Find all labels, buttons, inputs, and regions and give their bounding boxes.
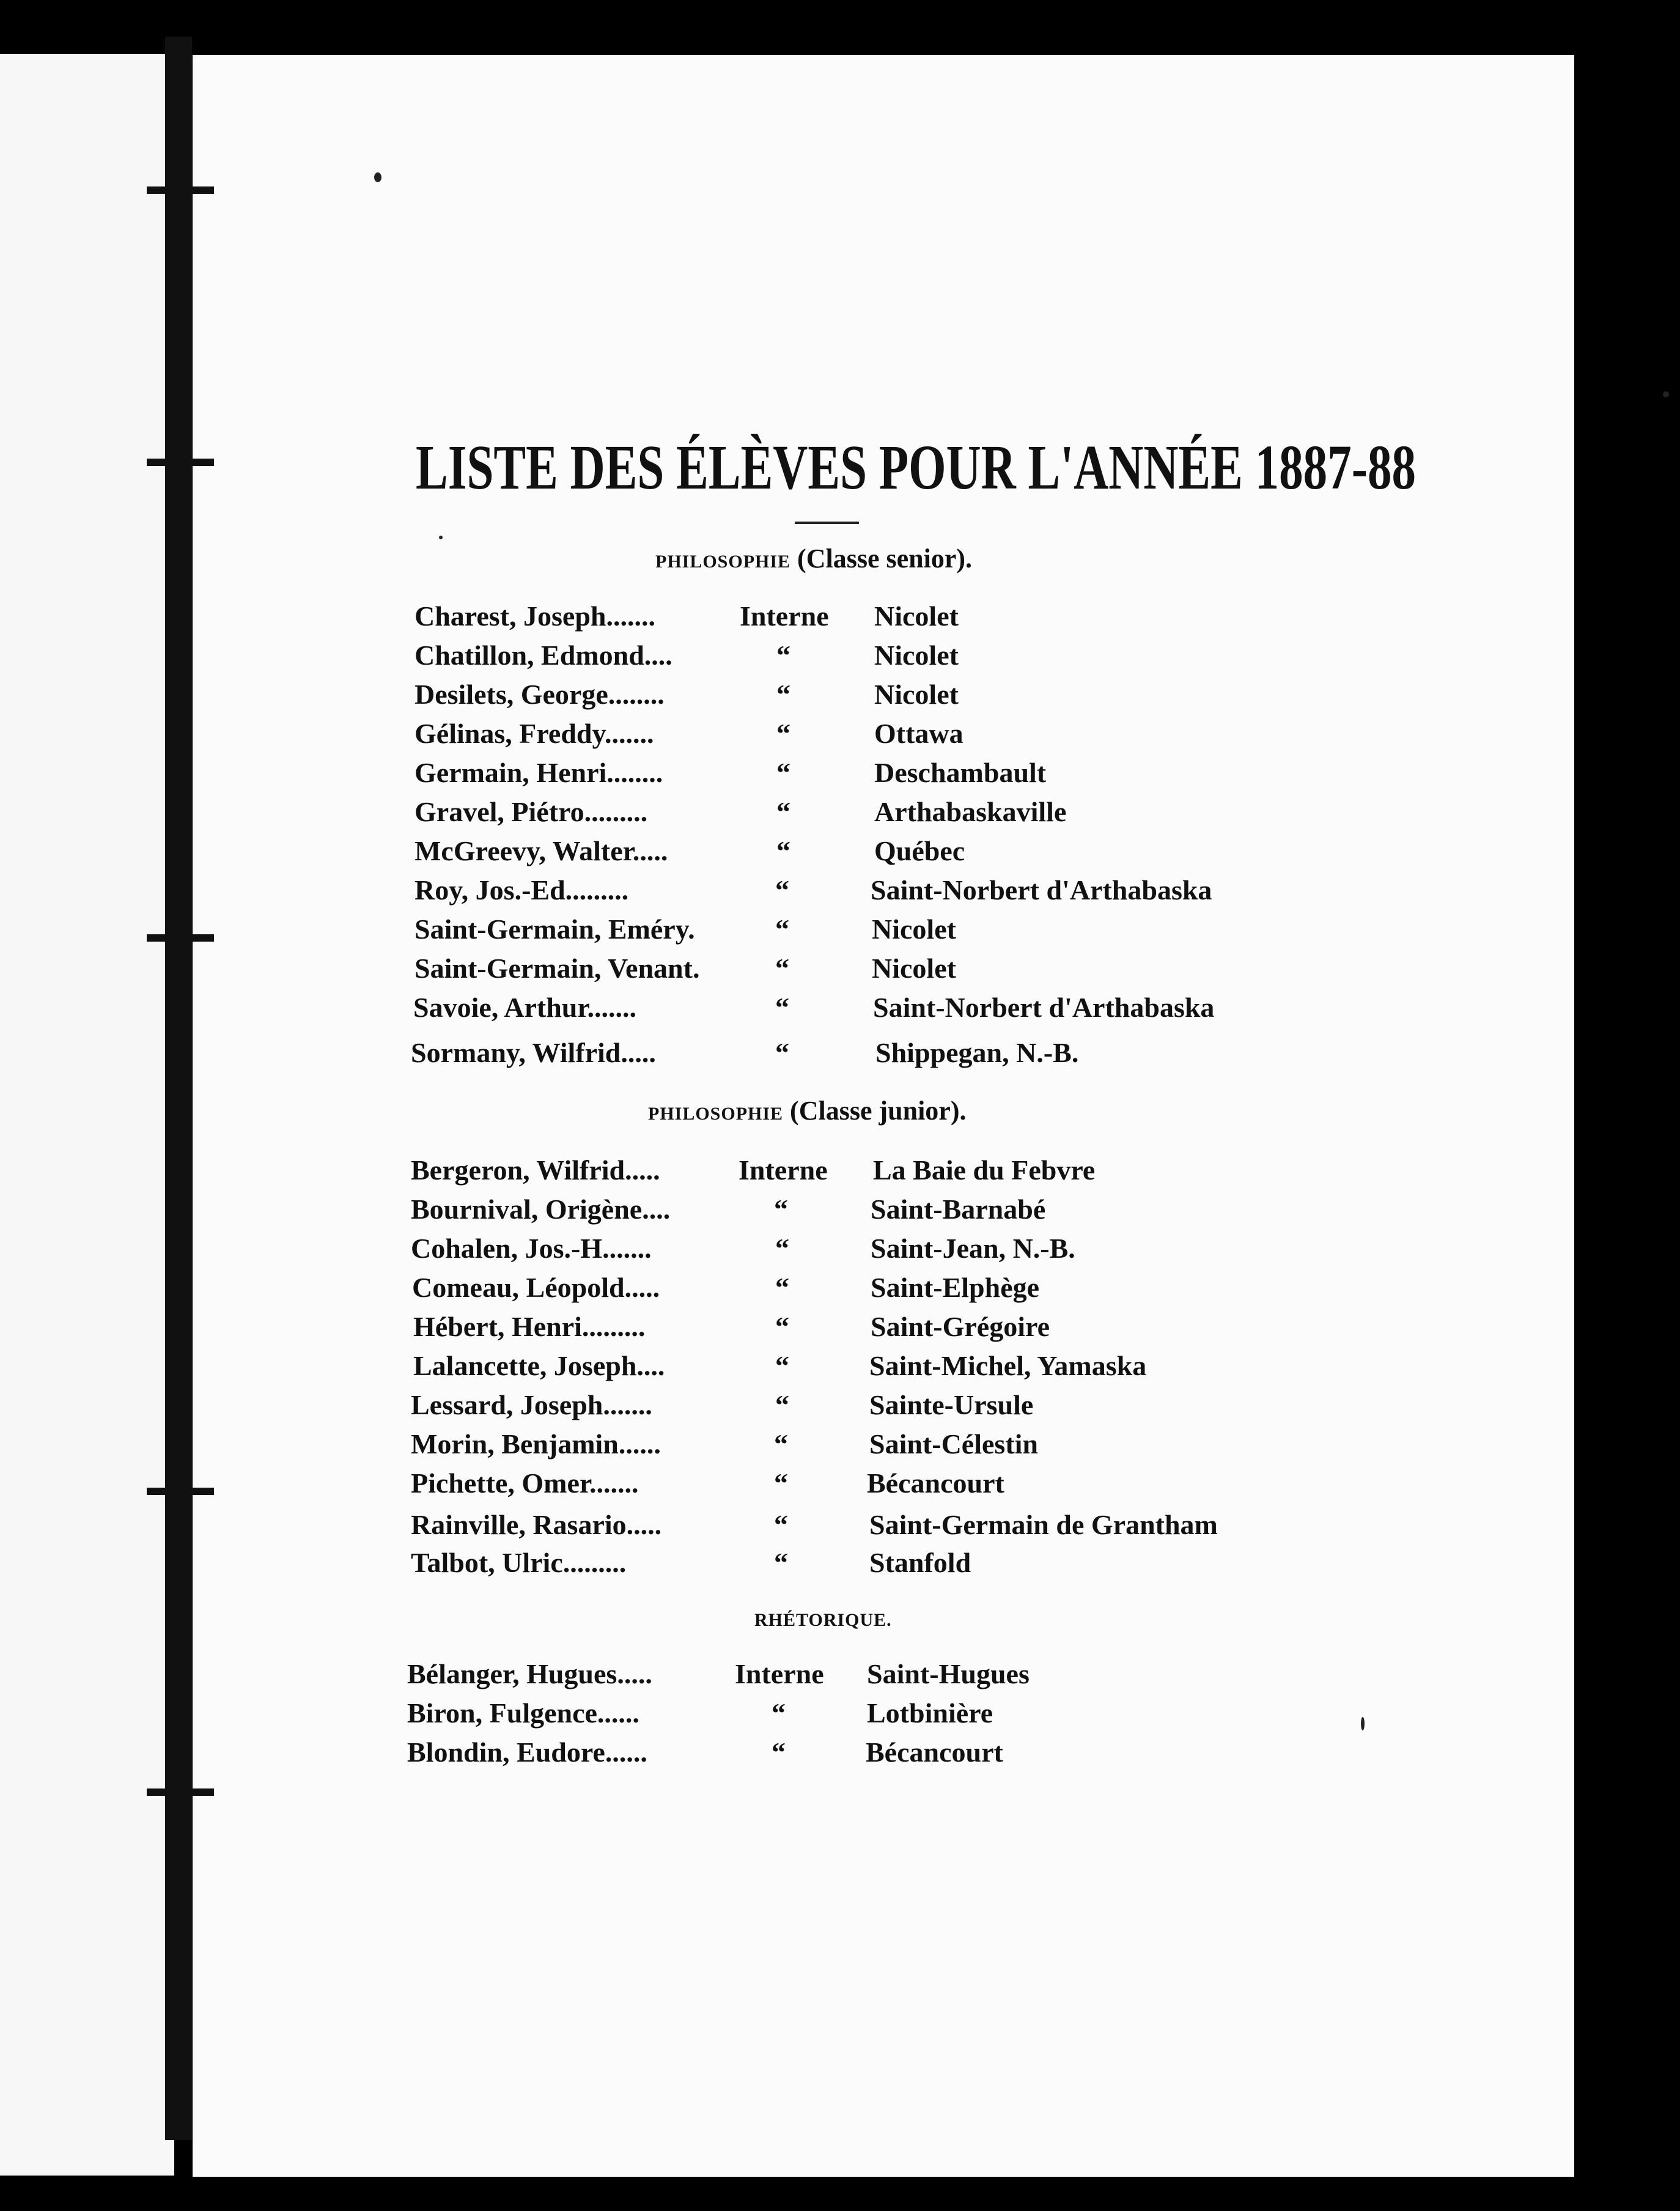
student-name: Roy, Jos.-Ed.........: [414, 874, 629, 906]
student-status: “: [774, 1509, 788, 1540]
student-status: Interne: [739, 1154, 828, 1186]
student-place: Sainte-Ursule: [869, 1389, 1034, 1420]
title-rule: [795, 522, 859, 524]
student-place: Saint-Elphège: [871, 1272, 1040, 1303]
section-heading-main: PHILOSOPHIE: [655, 552, 791, 572]
student-place: Nicolet: [872, 914, 956, 945]
student-name: Sormany, Wilfrid.....: [411, 1037, 656, 1068]
student-name: Bournival, Origène....: [411, 1194, 671, 1225]
binding-stitch: [147, 459, 214, 466]
student-place: Saint-Célestin: [869, 1428, 1038, 1460]
section-heading-sub: (Classe senior).: [797, 544, 973, 574]
student-place: Nicolet: [874, 679, 959, 710]
student-status: “: [775, 1311, 789, 1342]
student-status: “: [776, 757, 790, 788]
section-heading-rhetorique: [754, 1599, 892, 1636]
student-place: Saint-Hugues: [867, 1658, 1030, 1689]
student-name: Bergeron, Wilfrid.....: [411, 1154, 660, 1186]
student-place: Saint-Grégoire: [871, 1311, 1050, 1342]
student-place: Saint-Norbert d'Arthabaska: [871, 874, 1212, 906]
student-place: Saint-Germain de Grantham: [869, 1509, 1218, 1540]
student-status: “: [774, 1428, 788, 1460]
section-heading-philosophie-junior: [648, 1093, 966, 1129]
student-name: Lalancette, Joseph....: [413, 1350, 665, 1381]
section-heading-main: RHÉTORIQUE.: [754, 1610, 892, 1630]
student-place: Saint-Barnabé: [871, 1194, 1046, 1225]
student-status: “: [775, 1037, 789, 1068]
student-status: “: [775, 953, 789, 984]
student-status: “: [776, 718, 790, 749]
student-status: “: [775, 1233, 789, 1264]
student-status: “: [774, 1194, 788, 1225]
student-status: “: [775, 1350, 789, 1381]
student-name: Cohalen, Jos.-H.......: [411, 1233, 652, 1264]
student-status: “: [776, 640, 790, 671]
student-place: Saint-Jean, N.-B.: [871, 1233, 1075, 1264]
student-status: “: [775, 914, 789, 945]
student-name: McGreevy, Walter.....: [414, 835, 668, 866]
student-name: Chatillon, Edmond....: [414, 640, 672, 671]
student-place: Shippegan, N.-B.: [875, 1037, 1079, 1068]
student-place: Québec: [874, 835, 965, 866]
page-title: LISTE DES ÉLÈVES POUR L'ANNÉE 1887-88: [416, 432, 1417, 503]
student-name: Morin, Benjamin......: [411, 1428, 661, 1460]
student-place: Stanfold: [869, 1547, 971, 1578]
student-name: Comeau, Léopold.....: [412, 1272, 660, 1303]
student-name: Desilets, George........: [414, 679, 665, 710]
binding-stitch: [147, 1788, 214, 1796]
binding-stitch: [147, 934, 214, 942]
student-place: Saint-Michel, Yamaska: [869, 1350, 1147, 1381]
student-place: Lotbinière: [867, 1697, 993, 1729]
student-status: “: [772, 1737, 786, 1768]
student-place: La Baie du Febvre: [873, 1154, 1096, 1186]
student-place: Nicolet: [874, 640, 959, 671]
student-name: Hébert, Henri.........: [413, 1311, 646, 1342]
student-name: Rainville, Rasario.....: [411, 1509, 662, 1540]
student-place: Ottawa: [874, 718, 963, 749]
student-status: Interne: [735, 1658, 824, 1689]
section-heading-main: PHILOSOPHIE: [648, 1104, 784, 1124]
section-heading-philosophie-senior: [655, 541, 972, 577]
binding-thread: [165, 37, 192, 2140]
student-status: “: [774, 1547, 788, 1578]
student-place: Deschambault: [874, 757, 1047, 788]
binding-stitch: [147, 1488, 214, 1495]
student-place: Nicolet: [872, 953, 956, 984]
student-status: “: [776, 679, 790, 710]
student-name: Lessard, Joseph.......: [411, 1389, 652, 1420]
student-status: “: [775, 992, 789, 1023]
student-name: Talbot, Ulric.........: [411, 1547, 627, 1578]
student-status: “: [775, 1389, 789, 1420]
section-heading-sub: (Classe junior).: [790, 1096, 967, 1126]
student-place: Bécancourt: [867, 1467, 1004, 1499]
student-name: Gélinas, Freddy.......: [414, 718, 654, 749]
student-status: “: [775, 1272, 789, 1303]
student-name: Bélanger, Hugues.....: [407, 1658, 652, 1689]
student-name: Saint-Germain, Eméry.: [414, 914, 695, 945]
student-name: Biron, Fulgence......: [407, 1697, 639, 1729]
student-place: Arthabaskaville: [874, 796, 1067, 827]
student-status: “: [776, 796, 790, 827]
student-place: Saint-Norbert d'Arthabaska: [873, 992, 1215, 1023]
binding-stitch: [147, 186, 214, 194]
student-name: Savoie, Arthur.......: [413, 992, 637, 1023]
student-name: Gravel, Piétro.........: [414, 796, 648, 827]
student-status: “: [772, 1697, 786, 1729]
student-place: Nicolet: [874, 600, 959, 632]
student-place: Bécancourt: [866, 1737, 1003, 1768]
facing-page: [0, 54, 174, 2176]
student-name: Pichette, Omer.......: [411, 1467, 639, 1499]
student-name: Saint-Germain, Venant.: [414, 953, 700, 984]
student-status: “: [774, 1467, 788, 1499]
student-status: “: [776, 835, 790, 866]
student-name: Germain, Henri........: [414, 757, 663, 788]
student-name: Charest, Joseph.......: [414, 600, 656, 632]
student-status: Interne: [740, 600, 829, 632]
student-name: Blondin, Eudore......: [407, 1737, 647, 1768]
student-status: “: [775, 874, 789, 906]
